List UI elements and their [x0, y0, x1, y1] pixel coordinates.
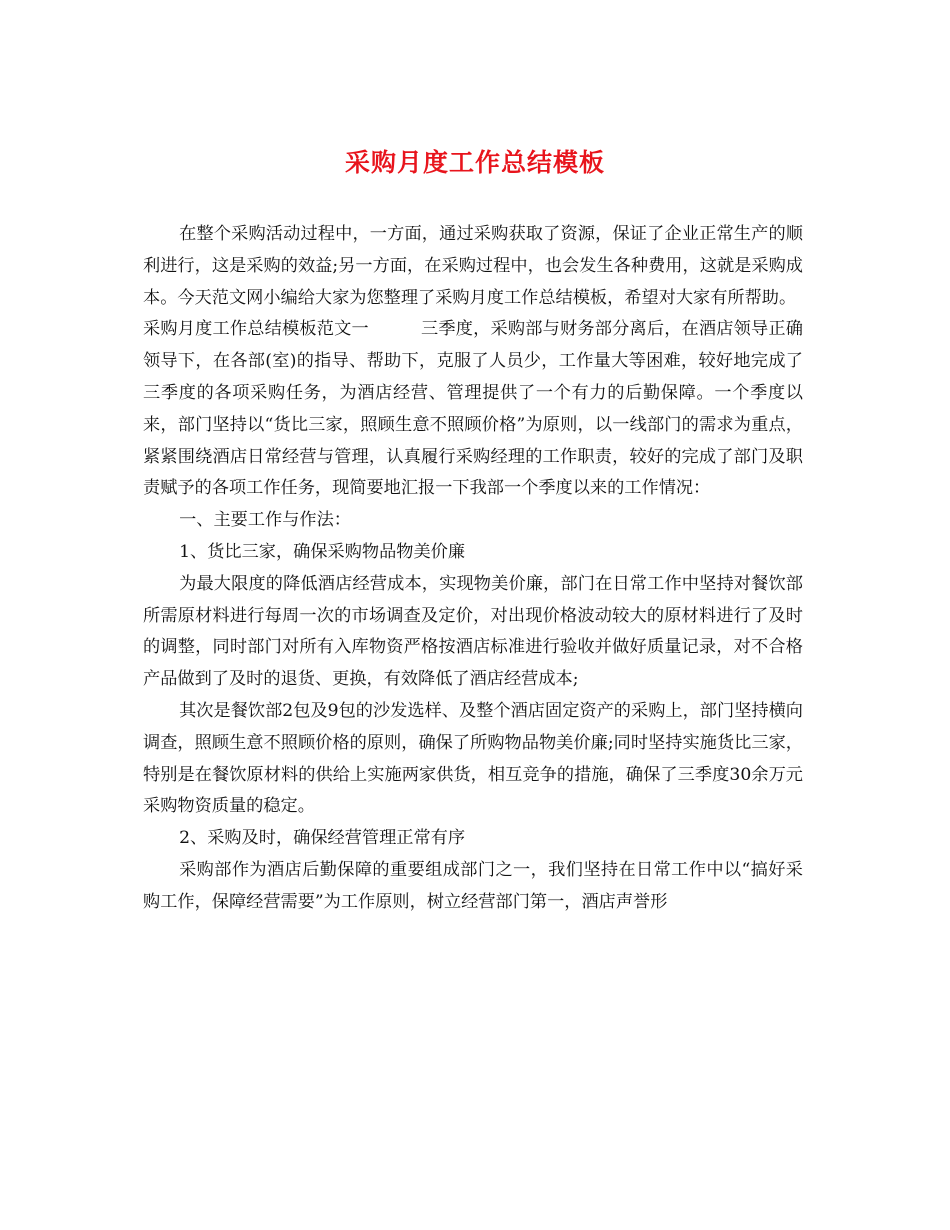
- paragraph-logistics-support: 采购部作为酒店后勤保障的重要组成部门之一，我们坚持在日常工作中以“搞好采购工作，保障经营需要”为工作原则，树立经营部门第一，酒店声誉形: [143, 859, 803, 912]
- paragraph-sample-one: 采购月度工作总结模板范文一 三季度，采购部与财务部分离后，在酒店领导正确领导下，在各部(室)的指导、帮助下，克服了人员少，工作量大等困难，较好地完成了三季度的各项采购任务，为酒店经营、管理提供了一个有力的后勤保障。一个季度以来，部门坚持以“货比三家，照顾生意不照顾价格”为原则，以一线部门的需求为重点，紧紧围绕酒店日常经营与管理，认真履行采购经理的工作职责，较好的完成了部门及职责赋予的各项工作任务，现简要地汇报一下我部一个季度以来的工作情况：: [143, 319, 803, 499]
- paragraph-intro: 在整个采购活动过程中，一方面，通过采购获取了资源，保证了企业正常生产的顺利进行，这是采购的效益;另一方面，在采购过程中，也会发生各种费用，这就是采购成本。今天范文网小编给大家为您整理了采购月度工作总结模板，希望对大家有所帮助。: [143, 224, 803, 308]
- document-title: 采购月度工作总结模板: [344, 148, 605, 177]
- paragraph-cost-reduction: 为最大限度的降低酒店经营成本，实现物美价廉，部门在日常工作中坚持对餐饮部所需原材料进行每周一次的市场调查及定价，对出现价格波动较大的原材料进行了及时的调整，同时部门对所有入库物资严格按酒店标准进行验收并做好质量记录，对不合格产品做到了及时的退货、更换，有效降低了酒店经营成本;: [143, 573, 803, 690]
- paragraph-fixed-assets: 其次是餐饮部2包及9包的沙发选样、及整个酒店固定资产的采购上，部门坚持横向调查，照顾生意不照顾价格的原则，确保了所购物品物美价廉;同时坚持实施货比三家，特别是在餐饮原材料的供给上实施两家供货，相互竞争的措施，确保了三季度30余万元采购物资质量的稳定。: [143, 700, 803, 817]
- subheading-compare-prices: 1、货比三家，确保采购物品物美价廉: [179, 541, 466, 562]
- section-heading-main-work: 一、主要工作与作法：: [179, 510, 351, 531]
- document-body: [143, 219, 803, 919]
- subheading-timely-purchase: 2、采购及时，确保经营管理正常有序: [179, 828, 466, 849]
